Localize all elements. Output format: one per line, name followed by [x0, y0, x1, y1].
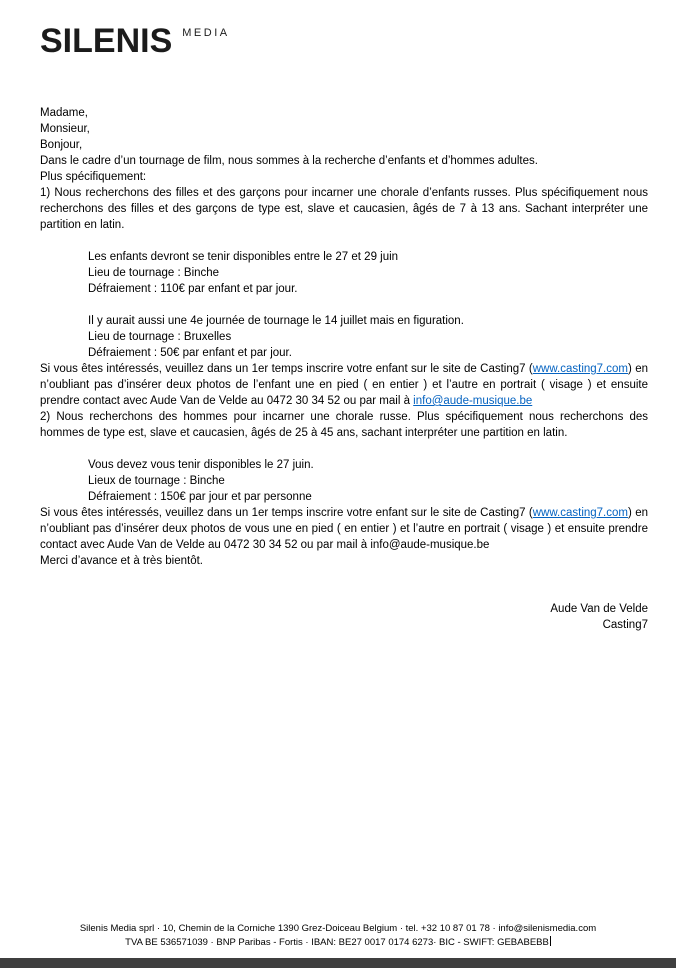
salutation-monsieur: Monsieur, [40, 123, 90, 135]
section2-contact-post: ) en n’oubliant pas d’insérer deux photos de vous une en pied ( en entier ) et l’autre en portrait ( visage ) et ensuite prendre contact avec Aude Van de Velde au 0472 30 34 52 ou par mail à info@aude-musique.be [40, 507, 648, 551]
section2-availability: Vous devez vous tenir disponibles le 27 juin. [88, 459, 314, 471]
section2-details-block [88, 457, 648, 505]
signature-name: Aude Van de Velde [550, 603, 648, 615]
section1-paragraph: 1) Nous recherchons des filles et des garçons pour incarner une chorale d’enfants russes. Plus spécifiquement nous recherchons des filles et des garçons de type est, slave et caucasien, âgés de 7 à 13 ans. Sachant interpréter une partition en latin. [40, 187, 648, 231]
signature-company: Casting7 [602, 619, 648, 631]
section1-contact-paragraph [40, 361, 648, 409]
letter-footer [0, 922, 676, 950]
section1-contact-pre: Si vous êtes intéressés, veuillez dans un 1er temps inscrire votre enfant sur le site de Casting7 ( [40, 363, 533, 375]
intro-line-2: Plus spécifiquement: [40, 171, 147, 183]
section1-extra-location: Lieu de tournage : Bruxelles [88, 331, 232, 343]
footer-bank-line [0, 936, 676, 950]
section1-extra-day: Il y aurait aussi une 4e journée de tournage le 14 juillet mais en figuration. [88, 315, 464, 327]
casting7-website-link[interactable]: www.casting7.com [532, 363, 628, 375]
contact-email-link[interactable]: info@aude-musique.be [413, 395, 533, 407]
casting7-website-link-2[interactable]: www.casting7.com [532, 507, 628, 519]
section1-availability: Les enfants devront se tenir disponibles entre le 27 et 29 juin [88, 251, 399, 263]
intro-line-1: Dans le cadre d’un tournage de film, nous sommes à la recherche d’enfants et d’hommes adultes. [40, 155, 538, 167]
section1-details-block2 [88, 313, 648, 361]
section1-contact-mid: ) en n’oubliant pas d’insérer deux photos de l’enfant une en pied ( en entier ) et l’autre en portrait ( visage ) et ensuite prendre contact avec Aude Van de Velde au 0472 30 34 52 ou par mail à [40, 363, 648, 407]
salutation-madame: Madame, [40, 107, 88, 119]
logo-brand-text: SILENIS [40, 22, 173, 60]
section2-location: Lieux de tournage : Binche [88, 475, 225, 487]
signature-block [40, 601, 648, 633]
section1-details-block1 [88, 249, 648, 297]
closing-line: Merci d’avance et à très bientôt. [40, 555, 203, 567]
footer-bank-text: TVA BE 536571039 · BNP Paribas - Fortis · IBAN: BE27 0017 0174 6273· BIC - SWIFT: GEBABEBB [125, 937, 549, 948]
footer-address-line: Silenis Media sprl · 10, Chemin de la Corniche 1390 Grez-Doiceau Belgium · tel. +32 10 87 01 78 · info@silenismedia.com [79, 923, 597, 934]
section1-extra-compensation: Défraiement : 50€ par enfant et par jour. [88, 347, 292, 359]
section1-compensation: Défraiement : 110€ par enfant et par jour. [88, 283, 298, 295]
section1-location: Lieu de tournage : Binche [88, 267, 220, 279]
greeting: Bonjour, [40, 139, 83, 151]
bottom-dark-bar [0, 958, 676, 968]
section2-paragraph: 2) Nous recherchons des hommes pour incarner une chorale russe. Plus spécifiquement nous recherchons des hommes de type est, slave et caucasien, âgés de 25 à 45 ans, sachant interpréter une partition en latin. [40, 411, 648, 439]
logo-sub-text: MEDIA [182, 27, 230, 39]
section2-contact-pre: Si vous êtes intéressés, veuillez dans un 1er temps inscrire votre enfant sur le site de Casting7 ( [40, 507, 533, 519]
company-logo [40, 24, 230, 58]
text-cursor [550, 936, 551, 946]
section2-compensation: Défraiement : 150€ par jour et par personne [88, 491, 312, 503]
letter-body [40, 105, 648, 633]
section2-contact-paragraph [40, 505, 648, 553]
